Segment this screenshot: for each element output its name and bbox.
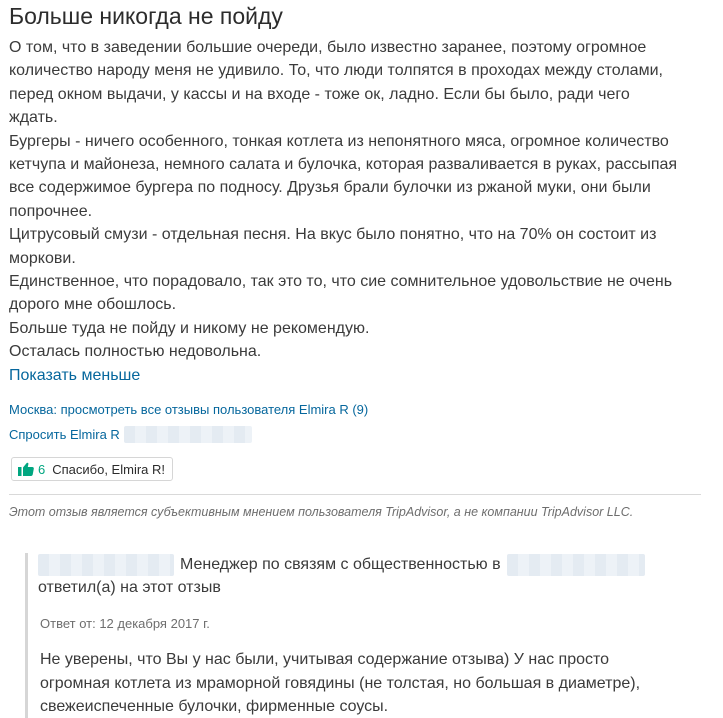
- response-header: [38, 553, 698, 599]
- thumbs-up-icon: [18, 462, 34, 476]
- ask-user-row: [9, 426, 252, 443]
- response-header-row: [38, 553, 698, 576]
- review-title: Больше никогда не пойду: [9, 3, 283, 29]
- redacted-area: [38, 554, 174, 576]
- redacted-area: [124, 426, 252, 443]
- review-line: ждать.: [9, 109, 58, 127]
- responder-title: Менеджер по связям с общественностью в: [180, 556, 501, 573]
- review-line: Осталась полностью недовольна.: [9, 343, 262, 361]
- review-line: кетчупа и майонеза, немного салата и булочка, которая разваливается в руках, рассыпая: [9, 156, 678, 174]
- response-line: Не уверены, что Вы у нас были, учитывая содержание отзыва) У нас просто: [40, 651, 610, 668]
- thanks-button[interactable]: [11, 457, 173, 481]
- divider: [9, 494, 701, 495]
- response-line: огромная котлета из мраморной говядины (не толстая, но большая в диаметре),: [40, 674, 641, 692]
- response-header-line-2: ответил(а) на этот отзыв: [38, 579, 221, 596]
- thanks-count: 6: [38, 461, 46, 477]
- ask-user-link[interactable]: Спросить Elmira R: [9, 427, 120, 442]
- response-body: [40, 648, 710, 718]
- review-line: Больше туда не пойду и никому не рекомендую.: [9, 319, 370, 337]
- review-line: попрочнее.: [9, 202, 93, 220]
- review-line: Единственное, что порадовало, так это то, что сие сомнительное удовольствие не очень: [9, 273, 673, 291]
- response-date: Ответ от: 12 декабря 2017 г.: [40, 616, 210, 631]
- thanks-label: Спасибо, Elmira R!: [52, 461, 166, 477]
- review-line: количество народу меня не удивило. То, что люди толпятся в проходах между столами,: [9, 62, 663, 80]
- management-response: [25, 553, 718, 718]
- user-reviews-link[interactable]: Москва: просмотреть все отзывы пользователя Elmira R (9): [9, 402, 369, 417]
- disclaimer: Этот отзыв является субъективным мнением пользователя TripAdvisor, а не компании TripAdvisor LLC.: [9, 505, 634, 519]
- review-line: дорого мне обошлось.: [9, 296, 177, 314]
- review-line: все содержимое бургера по подносу. Друзья брали булочки из ржаной муки, они были: [9, 179, 651, 197]
- response-line: свежеиспеченные булочки, фирменные соусы.: [40, 698, 389, 715]
- review-line: О том, что в заведении большие очереди, было известно заранее, поэтому огромное: [9, 39, 647, 56]
- review-body: [9, 36, 709, 364]
- review-line: моркови.: [9, 249, 76, 267]
- show-less-link[interactable]: Показать меньше: [9, 367, 141, 384]
- review-line: Цитрусовый смузи - отдельная песня. На вкус было понятно, что на 70% он состоит из: [9, 226, 657, 244]
- redacted-area: [507, 554, 645, 576]
- review-line: перед окном выдачи, у кассы и на входе - тоже ок, ладно. Если бы было, ради чего: [9, 85, 630, 103]
- review-line: Бургеры - ничего особенного, тонкая котлета из непонятного мяса, огромное количество: [9, 132, 669, 150]
